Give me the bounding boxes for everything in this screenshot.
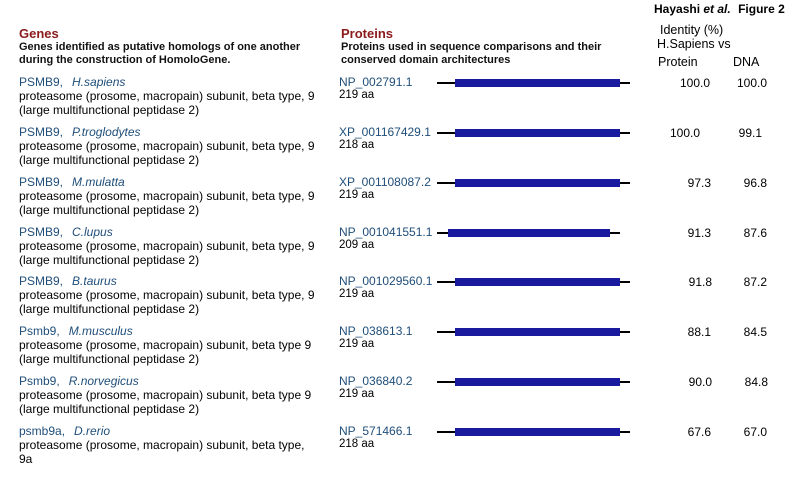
gene-link[interactable]: PSMB9, P.troglodytes: [19, 125, 141, 139]
dna-identity: 96.8: [743, 176, 767, 190]
identity-heading: Identity (%): [660, 23, 724, 37]
figure-label: Hayashi et al. Figure 2: [654, 2, 785, 16]
dna-identity: 99.1: [738, 126, 762, 140]
table-row: [0, 424, 791, 476]
protein-identity: 67.6: [687, 425, 711, 439]
dna-identity: 84.5: [743, 325, 767, 339]
protein-length: 219 aa: [339, 388, 375, 400]
protein-link[interactable]: XP_001167429.1: [339, 125, 431, 139]
dna-identity: 84.8: [744, 375, 768, 389]
protein-length: 219 aa: [339, 189, 375, 201]
dna-identity: 100.0: [736, 76, 767, 90]
gene-link[interactable]: PSMB9, M.mulatta: [19, 175, 125, 189]
domain-bar[interactable]: [455, 79, 620, 87]
gene-link[interactable]: PSMB9, C.lupus: [19, 225, 113, 239]
column-protein-header: Protein: [658, 55, 698, 69]
gene-description: proteasome (prosome, macropain) subunit, beta type 9 (large multifunctional peptidase 2): [19, 338, 312, 366]
protein-length: 209 aa: [339, 239, 375, 251]
table-row: [0, 175, 791, 227]
domain-bar[interactable]: [455, 129, 620, 137]
proteins-subtitle: Proteins used in sequence comparisons and their conserved domain architectures: [341, 41, 602, 66]
protein-identity: 97.3: [687, 176, 711, 190]
gene-description: proteasome (prosome, macropain) subunit, beta type 9 (large multifunctional peptidase 2): [19, 388, 312, 416]
protein-link[interactable]: NP_036840.2: [339, 374, 413, 388]
table-row: [0, 274, 791, 326]
gene-link[interactable]: Psmb9, R.norvegicus: [19, 374, 139, 388]
gene-description: proteasome (prosome, macropain) subunit, beta type, 9 (large multifunctional peptidase 2): [19, 89, 315, 117]
column-dna-header: DNA: [733, 55, 760, 69]
protein-length: 218 aa: [339, 438, 375, 450]
protein-length: 219 aa: [339, 338, 375, 350]
gene-description: proteasome (prosome, macropain) subunit, beta type, 9a: [19, 438, 305, 466]
proteins-title: Proteins: [341, 26, 394, 41]
domain-bar[interactable]: [455, 378, 620, 386]
gene-description: proteasome (prosome, macropain) subunit, beta type, 9 (large multifunctional peptidase 2): [19, 139, 315, 167]
gene-link[interactable]: PSMB9, B.taurus: [19, 274, 117, 288]
identity-subheading: H.Sapiens vs: [657, 37, 731, 51]
protein-identity: 100.0: [669, 126, 700, 140]
protein-length: 219 aa: [339, 89, 375, 101]
gene-link[interactable]: PSMB9, H.sapiens: [19, 75, 126, 89]
protein-length: 219 aa: [339, 288, 375, 300]
domain-bar[interactable]: [455, 278, 620, 286]
gene-link[interactable]: Psmb9, M.musculus: [19, 324, 133, 338]
table-row: [0, 225, 791, 277]
protein-link[interactable]: NP_001029560.1: [339, 274, 433, 288]
genes-title: Genes: [19, 26, 59, 41]
protein-identity: 90.0: [688, 375, 712, 389]
domain-bar[interactable]: [455, 328, 620, 336]
domain-bar[interactable]: [455, 179, 620, 187]
protein-identity: 88.1: [687, 325, 711, 339]
genes-subtitle: Genes identified as putative homologs of one another during the construction of HomoloGene.: [19, 41, 301, 66]
table-row: [0, 324, 791, 376]
table-row: [0, 125, 791, 177]
table-row: [0, 75, 791, 127]
protein-link[interactable]: NP_002791.1: [339, 75, 413, 89]
domain-bar[interactable]: [448, 229, 610, 237]
protein-link[interactable]: NP_038613.1: [339, 324, 413, 338]
protein-length: 218 aa: [339, 139, 375, 151]
dna-identity: 87.2: [743, 275, 767, 289]
dna-identity: 87.6: [743, 226, 767, 240]
gene-description: proteasome (prosome, macropain) subunit, beta type, 9 (large multifunctional peptidase 2): [19, 239, 315, 267]
dna-identity: 67.0: [743, 425, 767, 439]
gene-description: proteasome (prosome, macropain) subunit, beta type, 9 (large multifunctional peptidase 2): [19, 288, 315, 316]
gene-link[interactable]: psmb9a, D.rerio: [19, 424, 111, 438]
protein-link[interactable]: NP_571466.1: [339, 424, 413, 438]
protein-identity: 100.0: [679, 76, 710, 90]
gene-description: proteasome (prosome, macropain) subunit, beta type, 9 (large multifunctional peptidase 2): [19, 189, 315, 217]
protein-identity: 91.8: [688, 275, 712, 289]
domain-bar[interactable]: [455, 428, 620, 436]
protein-identity: 91.3: [687, 226, 711, 240]
protein-link[interactable]: XP_001108087.2: [339, 175, 431, 189]
table-row: [0, 374, 791, 426]
protein-link[interactable]: NP_001041551.1: [339, 225, 433, 239]
